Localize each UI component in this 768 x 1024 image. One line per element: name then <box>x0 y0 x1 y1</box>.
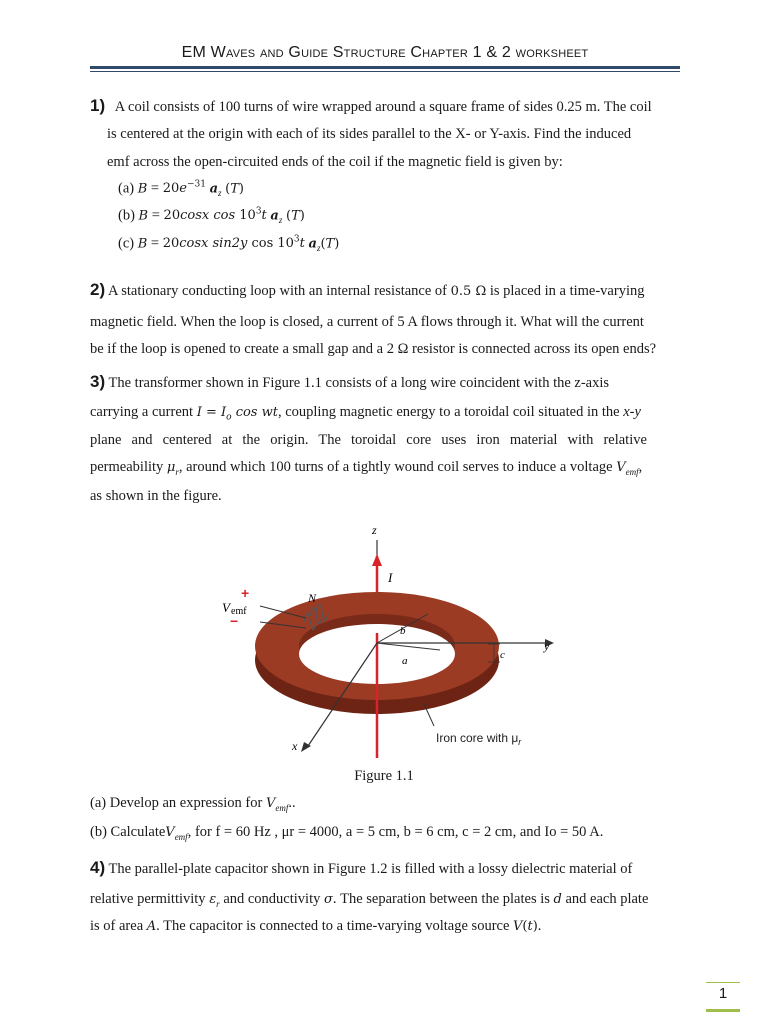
q4-number: 4) <box>90 858 106 877</box>
q4-text-line2c: . The separation between the plates is <box>332 891 550 907</box>
q1-a-label: (a) <box>118 180 135 197</box>
q3-text-line5: as shown in the figure. <box>90 488 222 504</box>
q1-b-label: (b) <box>118 207 135 224</box>
y-axis-label: y <box>544 639 550 653</box>
q3-text-line1: The transformer shown in Figure 1.1 consists of a long wire coincident with the z-axis <box>108 375 610 391</box>
radius-b-label: b <box>400 625 406 637</box>
current-arrow-head <box>372 554 382 566</box>
q1-text-line2: is centered at the origin with each of its sides parallel to the X- or Y-axis. Find the induced <box>107 126 632 142</box>
q2-text-line3: be if the loop is opened to create a small gap and a 2 Ω resistor is connected across its open ends? <box>90 341 657 357</box>
emf-plus: + <box>241 585 250 601</box>
document-header: EM Waves and Guide Structure Chapter 1 & 2 worksheet <box>181 44 589 61</box>
q4-line3: is of area A. The capacitor is connected to a time-varying voltage source V(t). <box>90 918 542 934</box>
q1-text-line1: A coil consists of 100 turns of wire wrapped around a square frame of sides 0.25 m. The coil <box>114 99 652 115</box>
q4-text-line3a: is of area <box>90 918 144 934</box>
q4-text-line3b: . The capacitor is connected to a time-varying voltage source <box>156 918 510 934</box>
q4-text-line3c: . <box>537 918 542 934</box>
q3-line2: carrying a current $I = I_o$ cos wt, coupling magnetic energy to a toroidal coil situated in the x-y <box>90 404 641 423</box>
figure-toroid-transformer <box>200 518 580 768</box>
q3-text-line4b: , around which 100 turns of a tightly wound coil serves to induce a voltage <box>178 459 613 475</box>
q3-part-b-prefix: (b) Calculate <box>90 824 166 840</box>
q3-xy-plane: x-y <box>623 404 641 420</box>
header-rule-thin <box>90 71 680 72</box>
q4-line2: relative permittivity $\varepsilon_r$ and conductivity σ. The separation between the plates is d and each plate <box>90 891 649 909</box>
q3-part-b-values: for f = 60 Hz , μr = 4000, a = 5 cm, b = 6 cm, c = 2 cm, and Io = 50 A. <box>194 824 604 840</box>
x-axis-label: x <box>292 739 298 753</box>
q2-text-line1a: A stationary conducting loop with an internal resistance of <box>107 283 448 299</box>
radius-a-label: a <box>402 655 408 667</box>
q1-part-a: (a) $B = 20e^{-31}$ $a_z$ (T) <box>118 180 244 199</box>
q3-text-line2b: , coupling magnetic energy to a toroidal coil situated in the <box>277 404 620 420</box>
header-rule-thick <box>90 66 680 69</box>
q1-number: 1) <box>90 96 106 115</box>
z-axis-label: z <box>372 523 377 537</box>
q2-number: 2) <box>90 280 106 299</box>
current-label-I: I <box>388 570 393 585</box>
q3-text-line4a: permeability <box>90 459 164 475</box>
q1-c-label: (c) <box>118 235 135 252</box>
q1-text-line3: emf across the open-circuited ends of the coil if the magnetic field is given by: <box>107 154 563 170</box>
q4-text-line2a: relative permittivity <box>90 891 206 907</box>
q3-line4: permeability $\mu_r$, around which 100 turns of a tightly wound coil serves to induce a voltage $V_{emf}$, <box>90 459 643 477</box>
q3-number: 3) <box>90 372 106 391</box>
q2-text-line2: magnetic field. When the loop is closed, a current of 5 A flows through it. What will the current <box>90 314 644 330</box>
height-c-label: c <box>500 649 505 661</box>
q2-text-line1c: is placed in a time-varying <box>489 283 645 299</box>
q3-text-line2a: carrying a current <box>90 404 194 420</box>
q3-part-a: (a) Develop an expression for $V_{emf}$.. <box>90 795 296 813</box>
q4-text-line1: The parallel-plate capacitor shown in Figure 1.2 is filled with a lossy dielectric material of <box>108 861 633 877</box>
q4-text-line2b: and conductivity <box>223 891 321 907</box>
q1-line1 <box>90 96 652 116</box>
emf-minus: − <box>230 613 239 629</box>
q3-text-line3: plane and centered at the origin. The toroidal core uses iron material with relative <box>90 432 647 448</box>
turns-label-N: N <box>308 591 317 605</box>
q4-line1 <box>90 858 632 878</box>
q1-part-c: (c) B = 20cosx sin2y $\cos 10^3t$ $a_z(T)$ <box>118 235 340 254</box>
figure-caption: Figure 1.1 <box>354 768 414 784</box>
q3-part-a-text: (a) Develop an expression for <box>90 795 263 811</box>
q2-line1 <box>90 280 644 300</box>
emf-label-V: V <box>222 600 230 615</box>
q4-text-line2d: and each plate <box>565 891 649 907</box>
iron-core-label: Iron core with $\mu_r$ <box>436 731 522 747</box>
q3-part-b: (b) CalculateV$_{emf}$, for f = 60 Hz , μr = 4000, a = 5 cm, b = 6 cm, c = 2 cm, and Io = 50 A. <box>90 824 604 842</box>
q3-line1 <box>90 372 609 392</box>
q2-resistance-value: 0.5 Ω <box>450 284 487 299</box>
page-number: 1 <box>718 985 728 1002</box>
emf-label-sub: emf <box>231 606 247 617</box>
q1-part-b: (b) B = 20cosx $\cos 10^3t$ $a_z$ (T) <box>118 207 305 226</box>
